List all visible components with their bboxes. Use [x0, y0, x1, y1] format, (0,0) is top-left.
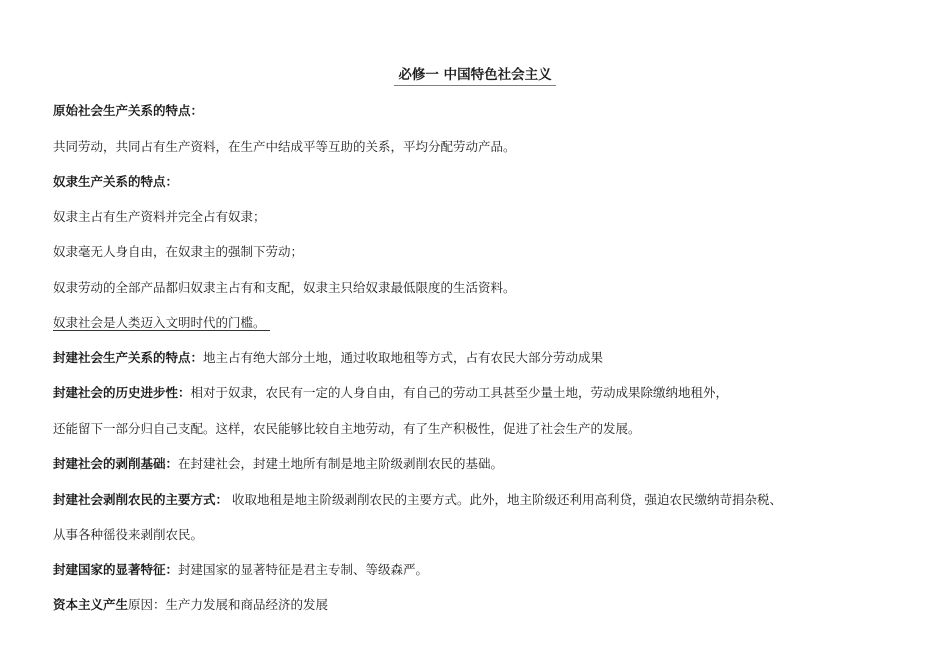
paragraph-slave-2: [53, 244, 303, 260]
paragraph-feudal-exploitation-way-2: [53, 527, 203, 543]
line-text: 在封建社会，封建土地所有制是地主阶级剥削农民的基础。: [178, 456, 504, 471]
line-text: 封建国家的显著特征是君主专制、等级森严。: [178, 562, 429, 577]
underlined-text: 奴隶社会是人类迈入文明时代的门槛。: [53, 315, 270, 331]
line-text: 相对于奴隶，农民有一定的人身自由，有自己的劳动工具甚至少量土地，劳动成果除缴纳地租外，: [190, 385, 729, 400]
line-text: 奴隶毫无人身自由，在奴隶主的强制下劳动；: [53, 244, 304, 259]
line-text: 地主占有绝大部分土地，通过收取地租等方式，占有农民大部分劳动成果: [203, 350, 604, 365]
paragraph-slave-4: [53, 315, 270, 331]
paragraph-feudal-exploitation-basis: [53, 456, 503, 472]
paragraph-slave-1: [53, 209, 266, 225]
paragraph-feudal-progress-2: [53, 421, 641, 437]
paragraph-feudal-state: [53, 562, 428, 578]
line-bold: 封建国家的显著特征：: [53, 562, 179, 577]
paragraph-capitalism-origin: [53, 597, 328, 613]
paragraph-feudal-relations: [53, 350, 603, 366]
paragraph-slave-3: [53, 280, 516, 296]
line-bold: 封建社会的剥削基础：: [53, 456, 179, 471]
line-bold: 奴隶生产关系的特点：: [53, 174, 179, 189]
line-text: 原因：生产力发展和商品经济的发展: [128, 597, 329, 612]
line-text: 收取地租是地主阶级剥削农民的主要方式。此外，地主阶级还利用高利贷，强迫农民缴纳苛捐杂税、: [228, 492, 782, 507]
heading-slave-society: [53, 174, 178, 190]
line-bold: 原始社会生产关系的特点：: [53, 103, 204, 118]
line-bold: 封建社会剥削农民的主要方式：: [53, 492, 229, 507]
line-bold: 封建社会的历史进步性：: [53, 385, 191, 400]
page-title-text: 必修一 中国特色社会主义: [394, 66, 555, 86]
line-bold: 封建社会生产关系的特点：: [53, 350, 204, 365]
paragraph-primitive-society: [53, 139, 516, 155]
paragraph-feudal-exploitation-way-1: [53, 492, 782, 508]
line-text: 奴隶主占有生产资料并完全占有奴隶；: [53, 209, 266, 224]
line-text: 奴隶劳动的全部产品都归奴隶主占有和支配，奴隶主只给奴隶最低限度的生活资料。: [53, 280, 516, 295]
line-text: 从事各种徭役来剥削农民。: [53, 527, 204, 542]
paragraph-feudal-progress-1: [53, 385, 728, 401]
line-bold: 资本主义产生: [53, 597, 129, 612]
line-text: 还能留下一部分归自己支配。这样，农民能够比较自主地劳动，有了生产积极性，促进了社会生产的发展。: [53, 421, 641, 436]
heading-primitive-society: [53, 103, 203, 119]
page-title: [0, 66, 950, 86]
line-text: 共同劳动，共同占有生产资料，在生产中结成平等互助的关系，平均分配劳动产品。: [53, 139, 516, 154]
